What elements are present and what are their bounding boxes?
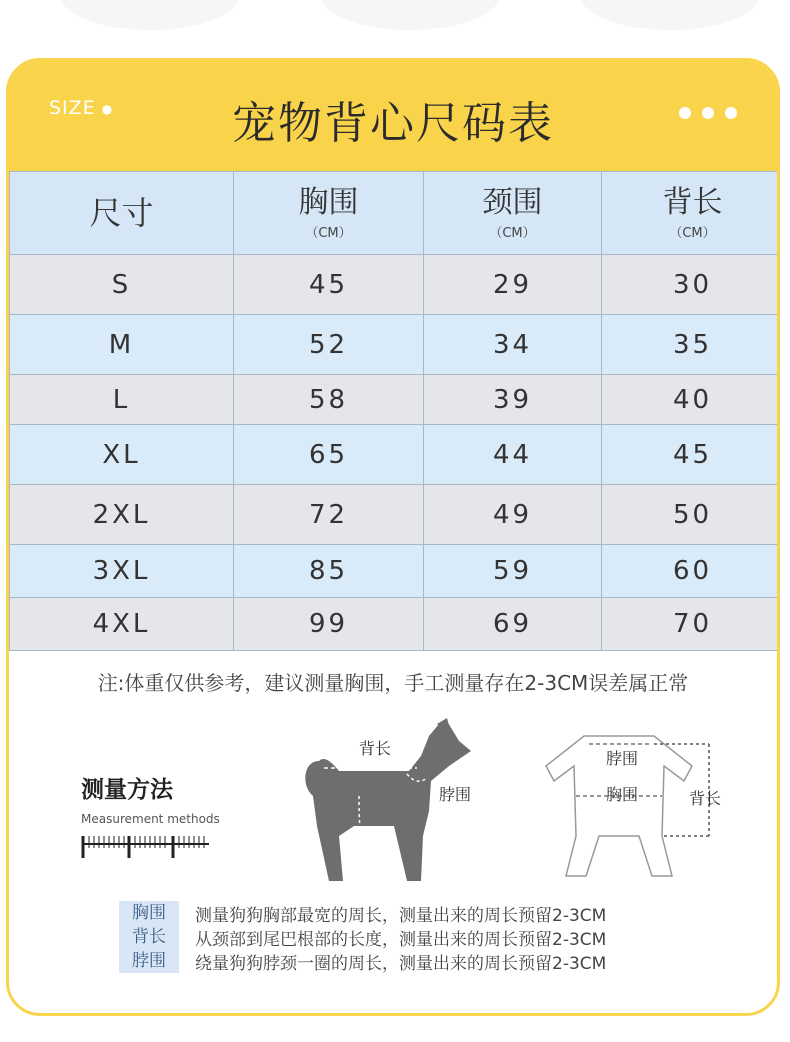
neck-cell: 59 — [424, 545, 602, 598]
dog-back-label: 背长 — [359, 739, 392, 758]
column-header-size — [10, 172, 234, 255]
decorative-blob — [320, 0, 500, 30]
table-row — [10, 485, 781, 545]
method-title: 测量方法 — [81, 777, 173, 803]
legend-text: 测量狗狗胸部最宽的周长，测量出来的周长预留2-3CM — [195, 905, 607, 926]
size-cell: M — [10, 315, 234, 375]
column-header-label: 尺寸 — [89, 194, 154, 232]
dog-neck-label: 脖围 — [439, 785, 472, 804]
list-item — [119, 925, 606, 949]
back-cell: 45 — [602, 425, 781, 485]
dot-icon — [679, 107, 691, 119]
legend-text: 绕量狗狗脖颈一圈的周长，测量出来的周长预留2-3CM — [195, 953, 607, 974]
size-cell: S — [10, 255, 234, 315]
garment-measurement-diagram — [544, 726, 734, 886]
size-cell: 4XL — [10, 598, 234, 651]
size-cell: 2XL — [10, 485, 234, 545]
chest-cell: 52 — [234, 315, 424, 375]
back-cell: 60 — [602, 545, 781, 598]
measurement-legend — [119, 901, 606, 973]
column-header-unit: （CM） — [669, 225, 716, 241]
list-item — [119, 949, 606, 973]
dog-measurement-diagram — [299, 716, 489, 891]
column-header-back — [602, 172, 781, 255]
legend-key: 胸围 — [119, 901, 179, 925]
size-cell: XL — [10, 425, 234, 485]
chest-cell: 99 — [234, 598, 424, 651]
dot-icon — [702, 107, 714, 119]
size-cell: L — [10, 375, 234, 425]
decorative-blob — [580, 0, 760, 30]
back-cell: 50 — [602, 485, 781, 545]
size-table — [9, 171, 780, 651]
page-title: 宠物背心尺码表 — [232, 98, 554, 149]
legend-key: 脖围 — [119, 949, 179, 973]
column-header-label: 胸围 — [298, 184, 359, 220]
size-tag-label: SIZE — [49, 97, 96, 119]
table-row — [10, 375, 781, 425]
table-row — [10, 255, 781, 315]
dot-icon: ● — [101, 101, 114, 116]
column-header-label: 颈围 — [482, 184, 543, 220]
neck-cell: 39 — [424, 375, 602, 425]
neck-cell: 49 — [424, 485, 602, 545]
column-header-chest — [234, 172, 424, 255]
back-cell: 70 — [602, 598, 781, 651]
neck-cell: 29 — [424, 255, 602, 315]
chest-cell: 58 — [234, 375, 424, 425]
back-cell: 30 — [602, 255, 781, 315]
column-header-neck — [424, 172, 602, 255]
column-header-unit: （CM） — [305, 225, 352, 241]
back-cell: 35 — [602, 315, 781, 375]
legend-text: 从颈部到尾巴根部的长度，测量出来的周长预留2-3CM — [195, 929, 607, 950]
ruler-icon — [81, 834, 211, 860]
disclaimer-note: 注:体重仅供参考，建议测量胸围，手工测量存在2-3CM误差属正常 — [97, 671, 689, 695]
legend-key: 背长 — [119, 925, 179, 949]
size-cell: 3XL — [10, 545, 234, 598]
column-header-unit: （CM） — [489, 225, 536, 241]
list-item — [119, 901, 606, 925]
dot-icon — [725, 107, 737, 119]
garment-back-label: 背长 — [689, 789, 722, 808]
chest-cell: 45 — [234, 255, 424, 315]
measurement-methods-heading — [81, 771, 220, 864]
chest-cell: 72 — [234, 485, 424, 545]
table-row — [10, 425, 781, 485]
table-row — [10, 315, 781, 375]
chest-cell: 65 — [234, 425, 424, 485]
size-chart-card — [6, 58, 780, 1016]
neck-cell: 34 — [424, 315, 602, 375]
table-header-row — [10, 172, 781, 255]
method-subtitle: Measurement methods — [81, 812, 220, 826]
dots-decoration — [679, 107, 737, 119]
garment-neck-label: 脖围 — [606, 749, 639, 768]
card-header — [9, 61, 777, 171]
decorative-blob — [60, 0, 240, 30]
garment-chest-label: 胸围 — [606, 785, 639, 804]
back-cell: 40 — [602, 375, 781, 425]
table-row — [10, 545, 781, 598]
neck-cell: 69 — [424, 598, 602, 651]
chest-cell: 85 — [234, 545, 424, 598]
column-header-label: 背长 — [662, 184, 723, 220]
neck-cell: 44 — [424, 425, 602, 485]
dog-chest-label: 胸围 — [359, 833, 392, 852]
table-row — [10, 598, 781, 651]
